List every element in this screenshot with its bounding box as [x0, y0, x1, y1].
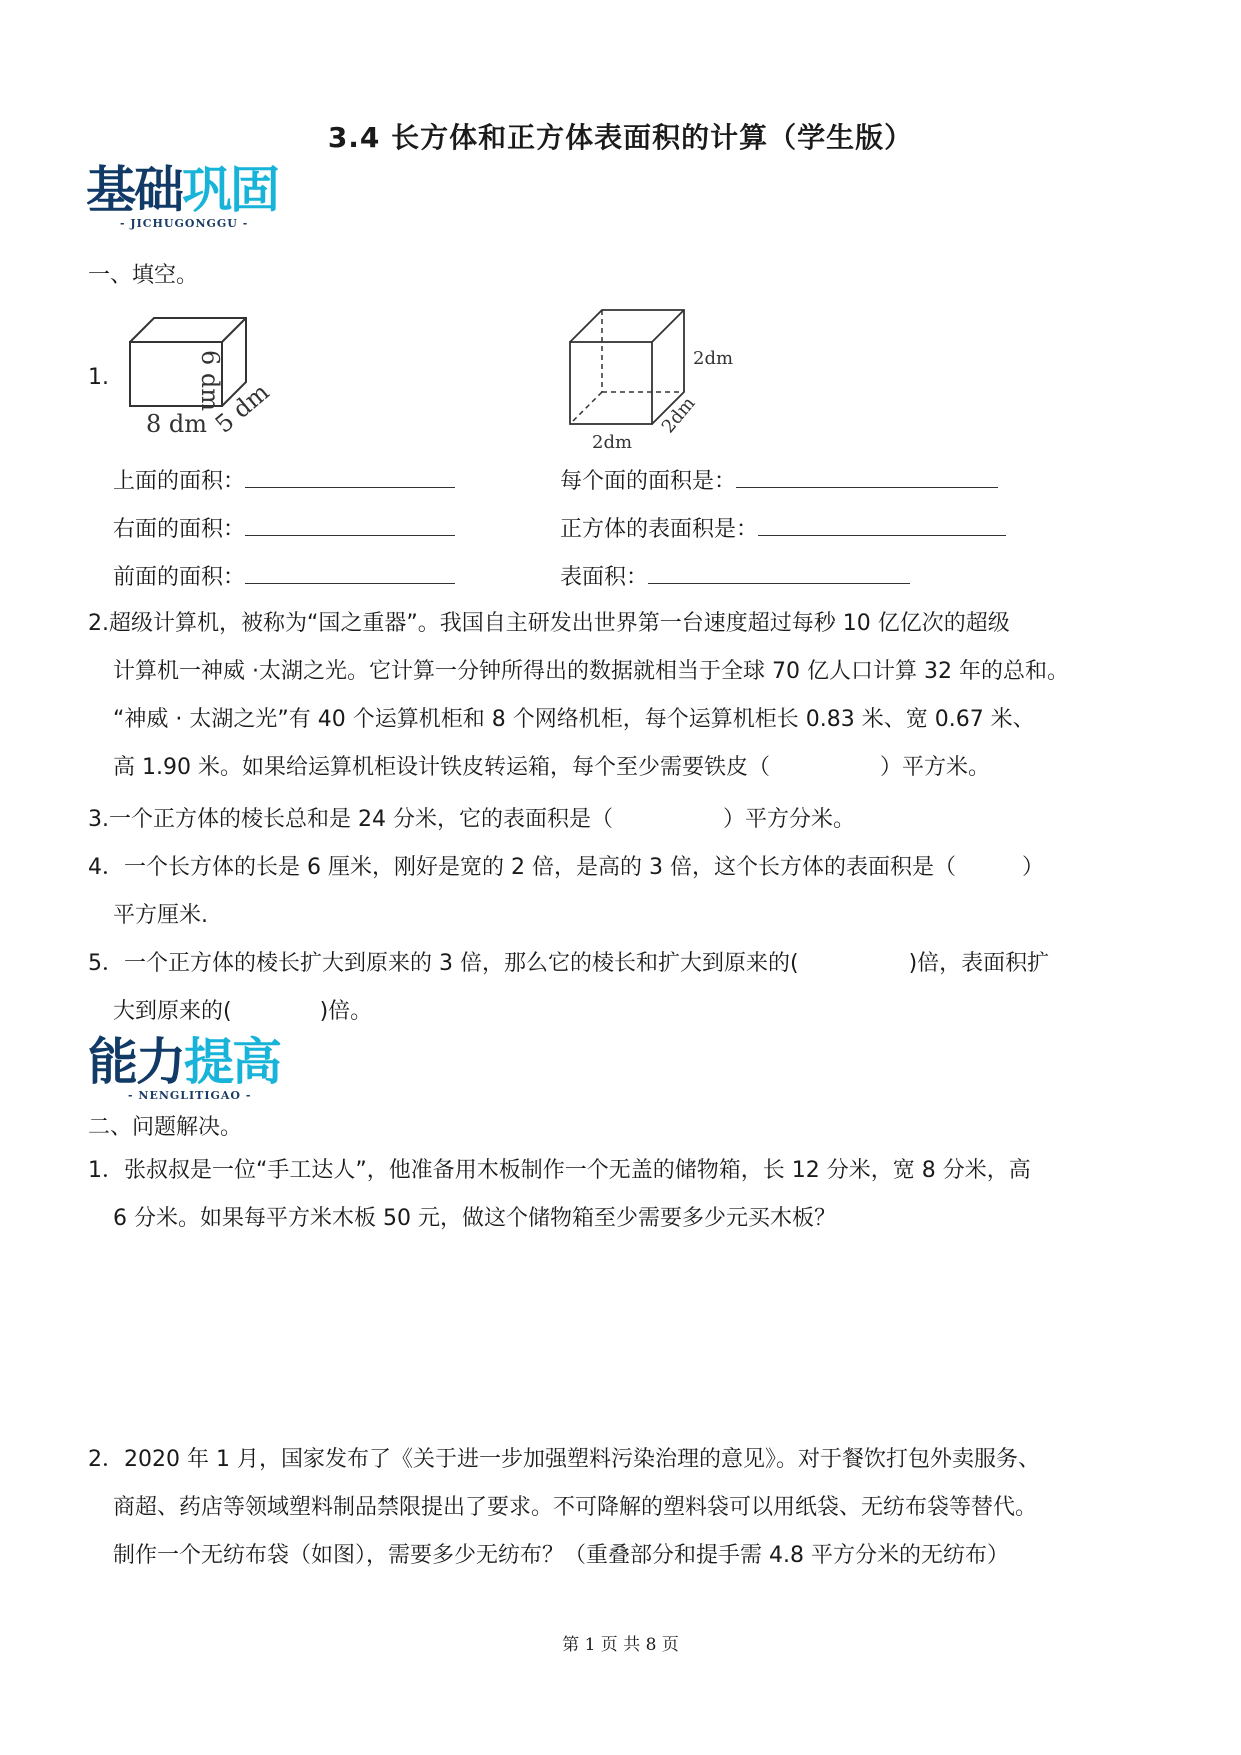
badge-text-cyan: 提高 — [184, 1033, 280, 1091]
cuboid-width-label: 5 dm — [209, 377, 275, 439]
q3-line: 3.一个正方体的棱长总和是 24 分米，它的表面积是（ ）平方分米。 — [88, 807, 855, 832]
section-badge-advanced — [88, 1035, 288, 1102]
top-face-area-blank[interactable] — [245, 465, 455, 488]
p1-line: 1．张叔叔是一位“手工达人”，他准备用木板制作一个无盖的储物箱，长 12 分米，宽 8 分米，高 — [88, 1158, 1031, 1183]
q2-line: “神威 · 太湖之光”有 40 个运算机柜和 8 个网络机柜，每个运算机柜长 0.83 米、宽 0.67 米、 — [113, 707, 1035, 732]
top-face-area-label: 上面的面积： — [113, 469, 246, 494]
cube-width-label: 2dm — [657, 393, 700, 438]
question-4 — [88, 844, 1168, 940]
section-badge-basic — [86, 163, 286, 230]
front-face-area-blank[interactable] — [245, 561, 455, 584]
cube-surface-area-label: 正方体的表面积是： — [560, 517, 759, 542]
problem-2 — [88, 1436, 1188, 1580]
each-face-area-label: 每个面的面积是： — [560, 469, 737, 494]
cuboid-length-label: 8 dm — [146, 410, 208, 438]
question-3 — [88, 796, 1168, 844]
badge-text-dark: 基础 — [86, 161, 182, 219]
page-footer: 第 1 页 共 8 页 — [562, 1635, 679, 1655]
p1-line: 6 分米。如果每平方米木板 50 元，做这个储物箱至少需要多少元买木板？ — [113, 1206, 836, 1231]
badge-subtitle: - NENGLITIGAO - — [128, 1089, 252, 1102]
cube-figure — [560, 300, 740, 450]
badge-subtitle: - JICHUGONGGU - — [120, 217, 249, 230]
p2-line: 制作一个无纺布袋（如图），需要多少无纺布？（重叠部分和提手需 4.8 平方分米的无纺布） — [113, 1543, 1009, 1568]
question-5 — [88, 940, 1168, 1036]
section-heading-fill-blank: 一、填空。 — [88, 263, 199, 288]
cube-height-label: 2dm — [693, 348, 734, 369]
right-face-area-blank[interactable] — [245, 513, 455, 536]
cube-length-label: 2dm — [592, 432, 633, 450]
each-face-area-blank[interactable] — [736, 465, 998, 488]
q1-right-lines — [560, 458, 1006, 602]
surface-area-label: 表面积： — [560, 565, 649, 590]
q2-line: 2.超级计算机，被称为“国之重器”。我国自主研发出世界第一台速度超过每秒 10 亿亿次的超级 — [88, 611, 1010, 636]
cuboid-figure — [120, 310, 280, 440]
badge-text-dark: 能力 — [88, 1033, 184, 1091]
p2-line: 商超、药店等领域塑料制品禁限提出了要求。不可降解的塑料袋可以用纸袋、无纺布袋等替代。 — [113, 1495, 1038, 1520]
front-face-area-label: 前面的面积： — [113, 565, 246, 590]
q1-number: 1. — [88, 365, 109, 390]
section-heading-problem-solving: 二、问题解决。 — [88, 1115, 243, 1140]
q1-left-lines — [113, 458, 455, 602]
cube-surface-area-blank[interactable] — [758, 513, 1006, 536]
q4-line: 4．一个长方体的长是 6 厘米，刚好是宽的 2 倍，是高的 3 倍，这个长方体的表面积是（ ） — [88, 855, 1044, 880]
q5-line: 5．一个正方体的棱长扩大到原来的 3 倍，那么它的棱长和扩大到原来的( )倍，表面积扩 — [88, 951, 1050, 976]
q4-line: 平方厘米. — [113, 903, 208, 928]
right-face-area-label: 右面的面积： — [113, 517, 246, 542]
q2-line: 计算机一神威 ·太湖之光。它计算一分钟所得出的数据就相当于全球 70 亿人口计算 32 年的总和。 — [113, 659, 1069, 684]
problem-1 — [88, 1147, 1168, 1243]
badge-text-cyan: 巩固 — [182, 161, 278, 219]
cuboid-height-label: 6 dm — [196, 350, 224, 412]
q5-line: 大到原来的( )倍。 — [113, 999, 373, 1024]
question-2 — [88, 600, 1168, 792]
q2-line: 高 1.90 米。如果给运算机柜设计铁皮转运箱，每个至少需要铁皮（ ）平方米。 — [113, 755, 990, 780]
page-title: 3.4 长方体和正方体表面积的计算（学生版） — [327, 121, 914, 154]
surface-area-blank[interactable] — [648, 561, 910, 584]
p2-line: 2．2020 年 1 月，国家发布了《关于进一步加强塑料污染治理的意见》。对于餐饮打包外卖服务、 — [88, 1447, 1040, 1472]
